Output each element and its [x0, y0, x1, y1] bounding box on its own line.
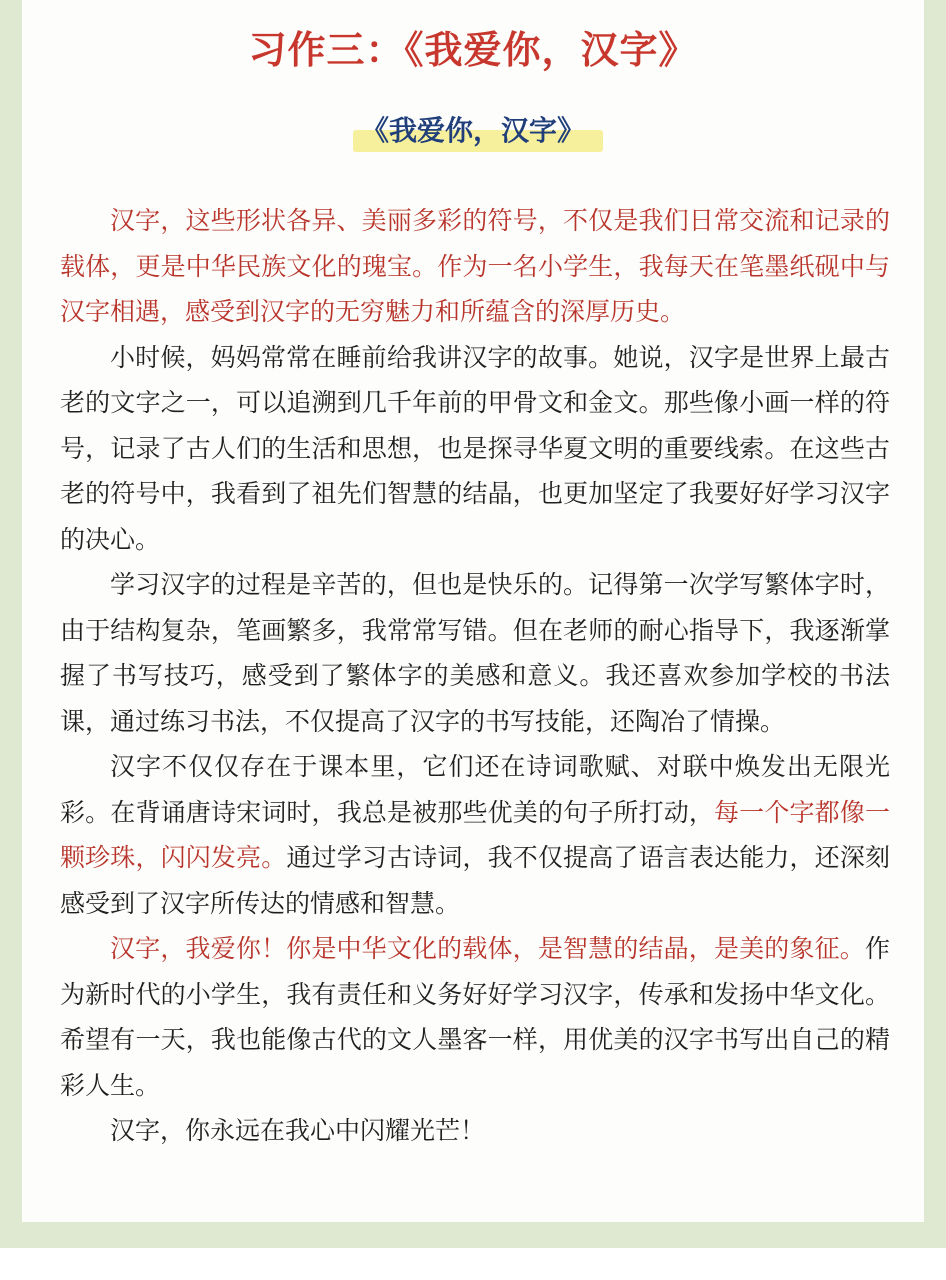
paragraph-4-segment-3: 通过学习古诗词，我不仅提高了语言表达能力，还深刻感受到了汉字所传达的情感和智慧。: [60, 843, 890, 918]
essay-title: [355, 108, 591, 154]
paragraph-5-segment-1: 汉字，我爱你！你是中华文化的载体，是智慧的结晶，是美的象征。: [110, 934, 865, 963]
paragraph-2-segment: 小时候，妈妈常常在睡前给我讲汉字的故事。她说，汉字是世界上最古老的文字之一，可以追溯到几千年前的甲骨文和金文。那些像小画一样的符号，记录了古人们的生活和思想，也是探寻华夏文明的重要线索。在这些古老的符号中，我看到了祖先们智慧的结晶，也更加坚定了我要好好学习汉字的决心。: [60, 342, 890, 554]
paragraph-5-segment-2: 作为新时代的小学生，我有责任和义务好好学习汉字，传承和发扬中华文化。希望有一天，我也能像古代的文人墨客一样，用优美的汉字书写出自己的精彩人生。: [60, 934, 890, 1100]
page-title: 习作三：《我爱你，汉字》: [248, 28, 698, 72]
paragraph-1-segment: 汉字，这些形状各异、美丽多彩的符号，不仅是我们日常交流和记录的载体，更是中华民族文化的瑰宝。作为一名小学生，我每天在笔墨纸砚中与汉字相遇，感受到汉字的无穷魅力和所蕴含的深厚历史。: [60, 206, 890, 326]
paragraph-4: [60, 744, 890, 926]
paragraph-4-segment-2: 每一个字都像一颗珍珠，闪闪发亮。: [60, 797, 890, 872]
essay-title-wrap: [0, 108, 946, 154]
paragraph-5: [60, 926, 890, 1108]
paragraph-1: [60, 198, 890, 335]
paragraph-3-segment: 学习汉字的过程是辛苦的，但也是快乐的。记得第一次学写繁体字时，由于结构复杂，笔画繁多，我常常写错。但在老师的耐心指导下，我逐渐掌握了书写技巧，感受到了繁体字的美感和意义。我还喜欢参加学校的书法课，通过练习书法，不仅提高了汉字的书写技能，还陶冶了情操。: [60, 570, 890, 736]
paragraph-2: [60, 335, 890, 563]
paragraph-4-segment-1: 汉字不仅仅存在于课本里，它们还在诗词歌赋、对联中焕发出无限光彩。在背诵唐诗宋词时，我总是被那些优美的句子所打动，: [60, 752, 890, 827]
essay-body: [60, 198, 890, 1154]
paragraph-6-segment: 汉字，你永远在我心中闪耀光芒！: [110, 1116, 486, 1145]
essay-title-text: 《我爱你，汉字》: [360, 114, 585, 147]
paragraph-6: [60, 1108, 890, 1154]
paragraph-3: [60, 562, 890, 744]
